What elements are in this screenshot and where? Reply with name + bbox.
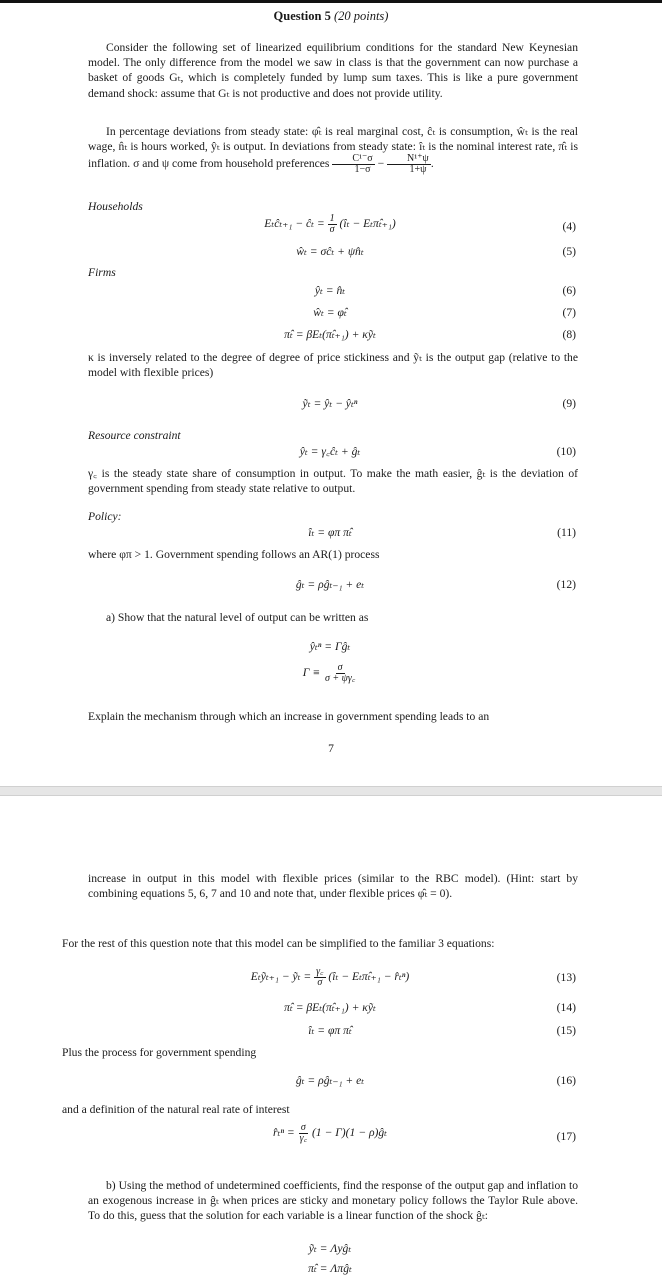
intro-paragraph-2 [88, 124, 578, 175]
question-points: (20 points) [333, 9, 389, 23]
equation-17-number: (17) [556, 1130, 576, 1143]
page-number: 7 [328, 742, 334, 755]
equation-7-number: (7) [562, 306, 576, 319]
part-a-prompt: a) Show that the natural level of output can be written as [106, 611, 369, 624]
equation-16: ĝₜ = ρĝₜ₋₁ + eₜ [295, 1074, 365, 1087]
equation-6-number: (6) [562, 284, 576, 297]
equation-6: ŷₜ = n̂ₜ [314, 284, 346, 297]
equation-8: π̂ₜ = βEₜ(π̂ₜ₊₁) + κỹₜ [284, 328, 376, 341]
eq4-rhs: (îₜ − Eₜπ̂ₜ₊₁) [339, 217, 396, 231]
kappa-paragraph: κ is inversely related to the degree of degree of price stickiness and ỹₜ is the output gap (relative to the model with flexible prices) [88, 351, 578, 380]
pref-n-den: 1+ψ [409, 164, 427, 176]
eq-gamma-num: σ [337, 662, 343, 673]
eq13-lhs: Eₜỹₜ₊₁ − ỹₜ = [250, 970, 312, 984]
equation-14-number: (14) [556, 1001, 576, 1014]
where-paragraph: where φπ > 1. Government spending follows an AR(1) process [88, 548, 380, 561]
definition-paragraph: and a definition of the natural real rate of interest [62, 1103, 290, 1116]
equation-15-number: (15) [556, 1024, 576, 1037]
equation-natural-output: ŷₜⁿ = Γĝₜ [309, 640, 351, 653]
pref-n-num: N¹⁺ψ [387, 154, 431, 165]
eq13-frac-num: γ꜀ [316, 966, 324, 977]
equation-gamma-definition [150, 663, 510, 684]
equation-8-number: (8) [562, 328, 576, 341]
equation-13 [150, 967, 510, 988]
eq17-frac-num: σ [300, 1122, 306, 1133]
guess-output-gap: ỹₜ = Λyĝₜ [308, 1242, 352, 1255]
continuation-paragraph: increase in output in this model with flexible prices (similar to the RBC model). (Hint: start by combining equations 5, 6, 7 and 10 and note that, under flexible prices φ̂ₜ = 0). [88, 872, 578, 901]
eq17-frac-den: γ꜀ [299, 1133, 308, 1144]
pref-c-den: 1−σ [354, 164, 371, 176]
resource-constraint-label: Resource constraint [88, 429, 181, 442]
rest-of-question-paragraph: For the rest of this question note that this model can be simplified to the familiar 3 equations: [62, 937, 495, 950]
firms-label: Firms [88, 266, 116, 279]
equation-7: ŵₜ = φ̂ₜ [313, 306, 347, 319]
equation-16-number: (16) [556, 1074, 576, 1087]
eq4-frac-den: σ [329, 224, 335, 235]
eq17-lhs: r̂ₜⁿ = [272, 1126, 295, 1140]
eq13-fraction [314, 967, 325, 988]
eq-gamma-lhs: Γ ≡ [302, 666, 321, 680]
eq-gamma-fraction [323, 663, 357, 684]
guess-inflation: π̂ₜ = Λπĝₜ [308, 1262, 352, 1275]
part-b-prompt: b) Using the method of undetermined coefficients, find the response of the output gap and inflation to an exogenous increase in ĝₜ when prices are sticky and monetary policy follows the Taylor Rule above. To do this, guess that the solution for each variable is a linear function of the shock ĝₜ: [88, 1179, 578, 1223]
plus-process-paragraph: Plus the process for government spending [62, 1046, 257, 1059]
explain-paragraph: Explain the mechanism through which an increase in government spending leads to an [88, 710, 490, 723]
equation-11: îₜ = φπ π̂ₜ [308, 526, 352, 539]
equation-5: ŵₜ = σĉₜ + ψn̂ₜ [296, 245, 364, 258]
question-title-text: Question 5 [273, 9, 331, 23]
equation-14: π̂ₜ = βEₜ(π̂ₜ₊₁) + κỹₜ [284, 1001, 376, 1014]
eq13-rhs: (îₜ − Eₜπ̂ₜ₊₁ − r̂ₜⁿ) [328, 970, 410, 984]
equation-9: ỹₜ = ŷₜ − ŷₜⁿ [302, 397, 358, 410]
preference-labor-fraction [387, 154, 431, 175]
eq-gamma-den: σ + ψγ꜀ [324, 673, 356, 684]
equation-12-number: (12) [556, 578, 576, 591]
question-title [0, 9, 662, 24]
gamma-paragraph: γ꜀ is the steady state share of consumption in output. To make the math easier, ĝₜ is the deviation of government spending from steady state relative to output. [88, 467, 578, 496]
eq17-rhs: (1 − Γ)(1 − ρ)ĝₜ [311, 1126, 388, 1140]
equation-4 [150, 214, 510, 235]
eq13-frac-den: σ [317, 977, 323, 988]
policy-label: Policy: [88, 510, 122, 523]
intro-paragraph-2-text: In percentage deviations from steady state: φ̂ₜ is real marginal cost, ĉₜ is consumption, ŵₜ is the real wage, n̂ₜ is hours worked, ŷₜ is output. In deviations from steady state: îₜ is the nominal interest rate, π̂ₜ is inflation. σ and ψ come from household preferences [88, 125, 578, 171]
equation-13-number: (13) [556, 971, 576, 984]
intro-paragraph-1: Consider the following set of linearized equilibrium conditions for the standard New Keynesian model. The only difference from the model we saw in class is that the government can now purchase a basket of goods Gₜ, which is completely funded by lump sum taxes. This is like a pure government demand shock: assume that Gₜ is not productive and does not provide utility. [88, 41, 578, 100]
equation-10: ŷₜ = γ꜀ĉₜ + ĝₜ [299, 445, 361, 458]
top-rule [0, 0, 662, 3]
equation-15: îₜ = φπ π̂ₜ [308, 1024, 352, 1037]
equation-5-number: (5) [562, 245, 576, 258]
preference-consumption-fraction [332, 154, 374, 175]
equation-12: ĝₜ = ρĝₜ₋₁ + eₜ [295, 578, 365, 591]
eq4-lhs: Eₜĉₜ₊₁ − ĉₜ = [264, 217, 325, 231]
eq17-fraction [298, 1123, 309, 1144]
pref-minus: − [377, 157, 385, 171]
equation-4-number: (4) [562, 220, 576, 233]
page-8 [0, 796, 662, 1280]
equation-11-number: (11) [557, 526, 576, 539]
pref-c-num: C¹⁻σ [332, 154, 374, 165]
equation-17 [150, 1123, 510, 1144]
pref-end: . [430, 157, 434, 171]
equation-9-number: (9) [562, 397, 576, 410]
eq4-frac-num: 1 [329, 213, 335, 224]
eq4-fraction [328, 214, 337, 235]
page-separator [0, 786, 662, 796]
households-label: Households [88, 200, 143, 213]
equation-10-number: (10) [556, 445, 576, 458]
